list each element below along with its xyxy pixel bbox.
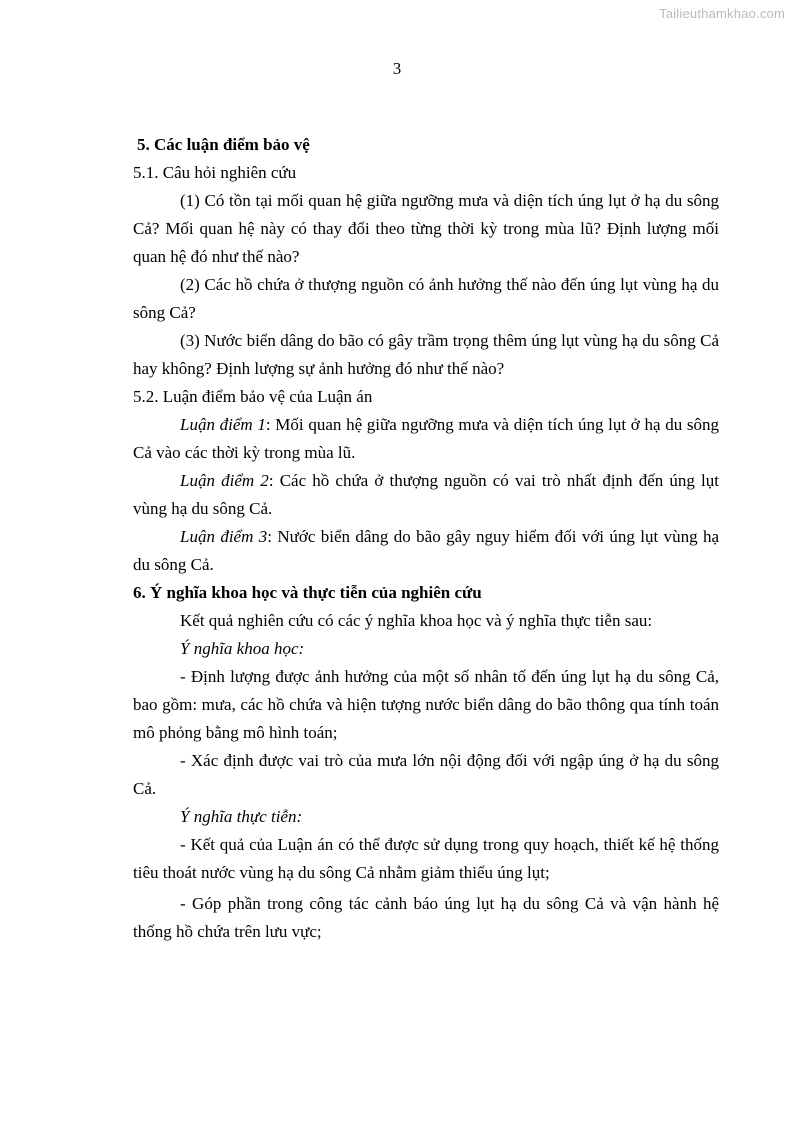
science-significance-heading: Ý nghĩa khoa học:: [180, 639, 305, 658]
thesis-point-1-label: Luận điểm 1: [180, 415, 266, 434]
science-item-1: - Định lượng được ảnh hưởng của một số nhân tố đến úng lụt hạ du sông Cả, bao gồm: mưa, các hồ chứa và hiện tượng nước biển dâng do bão thông qua tính toán mô phỏng bằng mô hình toán;: [133, 667, 719, 742]
research-question-1: (1) Có tồn tại mối quan hệ giữa ngưỡng mưa và diện tích úng lụt ở hạ du sông Cả? Mối quan hệ này có thay đổi theo từng thời kỳ trong mùa lũ? Định lượng mối quan hệ đó như thế nào?: [133, 191, 719, 266]
section-6-heading: 6. Ý nghĩa khoa học và thực tiễn của nghiên cứu: [133, 583, 482, 602]
thesis-point-3-text: : Nước biển dâng do bão gây nguy hiểm đối với úng lụt vùng hạ du sông Cả.: [133, 527, 720, 574]
research-question-2: (2) Các hồ chứa ở thượng nguồn có ảnh hưởng thế nào đến úng lụt vùng hạ du sông Cả?: [133, 275, 719, 322]
thesis-point-2-label: Luận điểm 2: [180, 471, 269, 490]
section-6-intro: Kết quả nghiên cứu có các ý nghĩa khoa học và ý nghĩa thực tiễn sau:: [180, 611, 653, 630]
thesis-point-2: [133, 467, 719, 523]
science-item-2: - Xác định được vai trò của mưa lớn nội động đối với ngập úng ở hạ du sông Cả.: [133, 751, 719, 798]
thesis-point-2-text: : Các hồ chứa ở thượng nguồn có vai trò nhất định đến úng lụt vùng hạ du sông Cả.: [133, 471, 720, 518]
page-number: 3: [392, 59, 402, 78]
thesis-point-3: [133, 523, 719, 579]
thesis-point-1: [133, 411, 719, 467]
document-body: [133, 131, 719, 946]
practice-significance-heading: Ý nghĩa thực tiễn:: [180, 807, 303, 826]
section-5-heading: 5. Các luận điểm bảo vệ: [137, 135, 310, 154]
research-question-3: (3) Nước biển dâng do bão có gây trầm trọng thêm úng lụt vùng hạ du sông Cả hay không? Định lượng sự ảnh hưởng đó như thế nào?: [133, 331, 719, 378]
thesis-point-3-label: Luận điểm 3: [180, 527, 268, 546]
section-5-2-heading: 5.2. Luận điểm bảo vệ của Luận án: [133, 387, 373, 406]
thesis-point-1-text: : Mối quan hệ giữa ngưỡng mưa và diện tích úng lụt ở hạ du sông Cả vào các thời kỳ trong mùa lũ.: [133, 415, 719, 462]
section-5-1-heading: 5.1. Câu hỏi nghiên cứu: [133, 163, 297, 182]
practice-item-2: - Góp phần trong công tác cảnh báo úng lụt hạ du sông Cả và vận hành hệ thống hồ chứa trên lưu vực;: [133, 894, 719, 941]
practice-item-1: - Kết quả của Luận án có thể được sử dụng trong quy hoạch, thiết kế hệ thống tiêu thoát nước vùng hạ du sông Cả nhằm giảm thiểu úng lụt;: [133, 835, 719, 882]
watermark: Tailieuthamkhao.com: [659, 6, 785, 21]
